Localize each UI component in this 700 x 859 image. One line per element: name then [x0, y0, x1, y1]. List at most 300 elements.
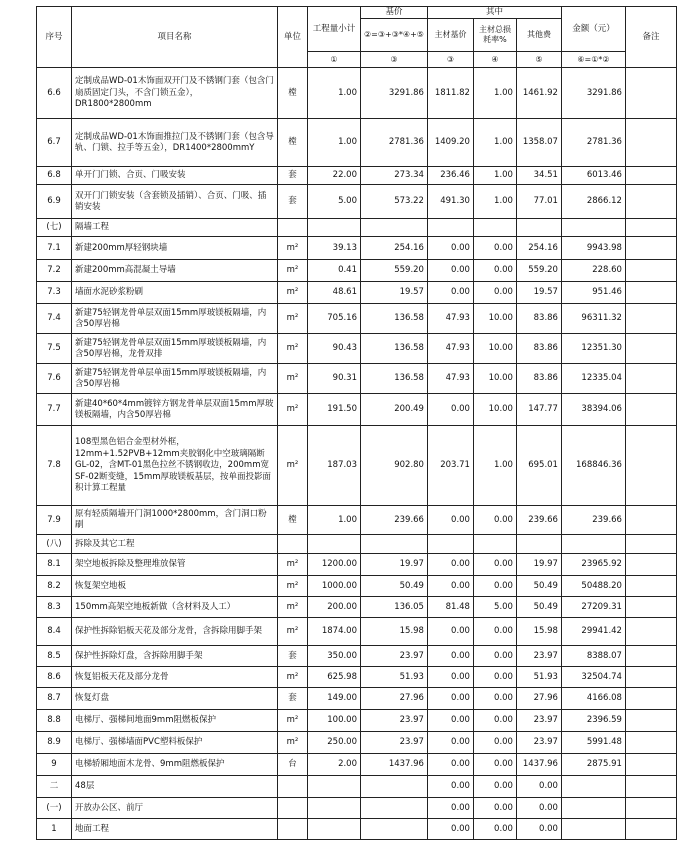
row-unit: m²	[278, 304, 308, 334]
row-amount: 2866.12	[561, 185, 625, 219]
row-seq: 7.2	[37, 260, 72, 282]
table-row	[37, 667, 677, 688]
row-main-material-loss: 0.00	[473, 260, 516, 282]
row-seq: 7.4	[37, 304, 72, 334]
row-base-price: 51.93	[361, 667, 428, 688]
row-main-material-price: 0.00	[427, 576, 473, 597]
row-unit: m²	[278, 282, 308, 304]
row-main-material-price: 0.00	[427, 688, 473, 710]
row-item-name: 恢复铝板天花及部分龙骨	[72, 667, 278, 688]
row-base-price: 15.98	[361, 618, 428, 646]
row-amount: 12351.30	[561, 334, 625, 364]
row-main-material-loss: 0.00	[473, 237, 516, 260]
row-item-name: 定制成品WD-01木饰面推拉门及不锈钢门套（包含导轨、门锁、拉手等五金），DR1400*2800mmY	[72, 119, 278, 167]
row-remark	[625, 776, 676, 798]
row-quantity: 1.00	[308, 68, 361, 119]
row-seq: 8.7	[37, 688, 72, 710]
row-seq: 8.4	[37, 618, 72, 646]
table-row	[37, 618, 677, 646]
row-amount: 9943.98	[561, 237, 625, 260]
row-seq: 6.7	[37, 119, 72, 167]
row-other-fees: 50.49	[516, 597, 561, 618]
row-seq: 8.2	[37, 576, 72, 597]
row-quantity	[308, 535, 361, 554]
row-base-price	[361, 219, 428, 237]
row-quantity: 48.61	[308, 282, 361, 304]
row-base-price: 559.20	[361, 260, 428, 282]
row-base-price: 23.97	[361, 646, 428, 667]
row-unit: 套	[278, 646, 308, 667]
row-main-material-price: 0.00	[427, 646, 473, 667]
row-item-name: 地面工程	[72, 819, 278, 840]
row-remark	[625, 394, 676, 426]
row-item-name: 新建75轻钢龙骨单层单面15mm厚玻镁板隔墙，内含50厚岩棉	[72, 364, 278, 394]
table-row	[37, 282, 677, 304]
row-amount: 29941.42	[561, 618, 625, 646]
row-item-name: 电梯厅、强梯间地面9mm阻燃板保护	[72, 710, 278, 732]
row-main-material-loss: 0.00	[473, 667, 516, 688]
row-base-price: 1437.96	[361, 754, 428, 776]
row-quantity: 350.00	[308, 646, 361, 667]
row-seq: 7.7	[37, 394, 72, 426]
row-quantity: 625.98	[308, 667, 361, 688]
row-main-material-price: 1409.20	[427, 119, 473, 167]
row-item-name: 新建75轻钢龙骨单层双面15mm厚玻镁板隔墙，内含50厚岩棉	[72, 304, 278, 334]
row-item-name: 双开门门锁安装（含套锁及插销）、合页、门吸、插销安装	[72, 185, 278, 219]
row-unit	[278, 535, 308, 554]
row-remark	[625, 646, 676, 667]
row-main-material-loss: 0.00	[473, 282, 516, 304]
row-main-material-loss: 0.00	[473, 576, 516, 597]
row-base-price: 3291.86	[361, 68, 428, 119]
row-remark	[625, 260, 676, 282]
row-main-material-price: 0.00	[427, 237, 473, 260]
row-main-material-price: 0.00	[427, 394, 473, 426]
row-other-fees: 51.93	[516, 667, 561, 688]
row-amount	[561, 535, 625, 554]
row-amount: 3291.86	[561, 68, 625, 119]
row-remark	[625, 819, 676, 840]
row-item-name: 架空地板拆除及整理堆放保管	[72, 554, 278, 576]
row-item-name: 原有轻质隔墙开门洞1000*2800mm，含门洞口粉刷	[72, 506, 278, 535]
row-seq: 1	[37, 819, 72, 840]
table-row	[37, 688, 677, 710]
row-main-material-loss: 1.00	[473, 426, 516, 506]
row-item-name: 隔墙工程	[72, 219, 278, 237]
row-other-fees: 15.98	[516, 618, 561, 646]
table-row	[37, 535, 677, 554]
row-unit: 樘	[278, 506, 308, 535]
row-main-material-price	[427, 535, 473, 554]
row-quantity: 187.03	[308, 426, 361, 506]
row-quantity: 90.31	[308, 364, 361, 394]
row-remark	[625, 710, 676, 732]
row-other-fees: 23.97	[516, 710, 561, 732]
row-other-fees: 254.16	[516, 237, 561, 260]
row-unit: m²	[278, 618, 308, 646]
row-remark	[625, 185, 676, 219]
row-item-name: 墙面水泥砂浆粉刷	[72, 282, 278, 304]
row-remark	[625, 426, 676, 506]
row-seq: 9	[37, 754, 72, 776]
row-unit: m²	[278, 732, 308, 754]
row-quantity: 1874.00	[308, 618, 361, 646]
row-quantity: 705.16	[308, 304, 361, 334]
row-remark	[625, 576, 676, 597]
row-base-price: 902.80	[361, 426, 428, 506]
row-remark	[625, 304, 676, 334]
row-other-fees: 23.97	[516, 732, 561, 754]
row-amount	[561, 819, 625, 840]
row-seq: 7.8	[37, 426, 72, 506]
row-base-price: 239.66	[361, 506, 428, 535]
row-base-price	[361, 798, 428, 819]
row-remark	[625, 334, 676, 364]
row-main-material-loss: 10.00	[473, 334, 516, 364]
table-row	[37, 68, 677, 119]
row-main-material-loss: 0.00	[473, 776, 516, 798]
row-unit: m²	[278, 260, 308, 282]
row-remark	[625, 732, 676, 754]
row-remark	[625, 688, 676, 710]
row-item-name: 开放办公区、前厅	[72, 798, 278, 819]
row-amount: 2396.59	[561, 710, 625, 732]
row-main-material-loss: 1.00	[473, 119, 516, 167]
row-unit: m²	[278, 364, 308, 394]
row-other-fees: 0.00	[516, 819, 561, 840]
row-quantity: 22.00	[308, 167, 361, 185]
row-main-material-loss: 0.00	[473, 618, 516, 646]
row-base-price: 19.97	[361, 554, 428, 576]
row-main-material-price: 47.93	[427, 364, 473, 394]
row-main-material-price: 0.00	[427, 754, 473, 776]
row-unit: 套	[278, 688, 308, 710]
row-unit: m²	[278, 237, 308, 260]
header-unit: 单位	[278, 7, 308, 68]
table-row	[37, 576, 677, 597]
row-main-material-price: 0.00	[427, 732, 473, 754]
row-main-material-loss: 10.00	[473, 364, 516, 394]
row-main-material-price: 0.00	[427, 282, 473, 304]
row-amount: 5991.48	[561, 732, 625, 754]
row-other-fees: 1358.07	[516, 119, 561, 167]
row-quantity	[308, 776, 361, 798]
row-seq: 7.3	[37, 282, 72, 304]
row-other-fees	[516, 219, 561, 237]
row-item-name: 新建75轻钢龙骨单层双面15mm厚玻镁板隔墙，内含50厚岩棉，龙骨双排	[72, 334, 278, 364]
row-main-material-price: 81.48	[427, 597, 473, 618]
row-other-fees: 50.49	[516, 576, 561, 597]
row-main-material-loss: 0.00	[473, 754, 516, 776]
row-unit: 套	[278, 185, 308, 219]
row-main-material-loss: 10.00	[473, 304, 516, 334]
table-row	[37, 597, 677, 618]
row-other-fees: 0.00	[516, 798, 561, 819]
row-main-material-loss: 0.00	[473, 554, 516, 576]
row-amount	[561, 776, 625, 798]
row-seq: (八)	[37, 535, 72, 554]
row-main-material-loss: 1.00	[473, 167, 516, 185]
row-remark	[625, 667, 676, 688]
row-base-price: 27.96	[361, 688, 428, 710]
row-quantity: 1000.00	[308, 576, 361, 597]
table-row	[37, 710, 677, 732]
row-main-material-price: 0.00	[427, 506, 473, 535]
row-item-name: 108型黑色铝合金型材外框，12mm+1.52PVB+12mm夹胶钢化中空玻璃隔断GL-02，含MT-01黑色拉丝不锈钢收边，200mm宽SF-02断变缝，15mm厚玻镁板基层，按单面投影面积计算工程量	[72, 426, 278, 506]
row-unit: m²	[278, 394, 308, 426]
row-item-name: 恢复架空地板	[72, 576, 278, 597]
table-row	[37, 119, 677, 167]
row-base-price: 254.16	[361, 237, 428, 260]
row-main-material-price: 203.71	[427, 426, 473, 506]
row-quantity	[308, 819, 361, 840]
row-main-material-price: 0.00	[427, 260, 473, 282]
row-item-name: 新建40*60*4mm镀锌方钢龙骨单层双面15mm厚玻镁板隔墙，内含50厚岩棉	[72, 394, 278, 426]
row-base-price	[361, 819, 428, 840]
row-main-material-price: 0.00	[427, 798, 473, 819]
header-quantity-symbol: ①	[308, 52, 361, 68]
row-remark	[625, 754, 676, 776]
row-seq: 7.6	[37, 364, 72, 394]
table-row	[37, 554, 677, 576]
row-unit: 樘	[278, 119, 308, 167]
row-other-fees: 83.86	[516, 334, 561, 364]
row-amount: 32504.74	[561, 667, 625, 688]
row-quantity: 1.00	[308, 506, 361, 535]
row-remark	[625, 618, 676, 646]
row-remark	[625, 554, 676, 576]
row-base-price: 50.49	[361, 576, 428, 597]
row-other-fees: 239.66	[516, 506, 561, 535]
row-main-material-price: 491.30	[427, 185, 473, 219]
row-unit	[278, 819, 308, 840]
row-other-fees	[516, 535, 561, 554]
row-amount: 6013.46	[561, 167, 625, 185]
row-main-material-loss: 1.00	[473, 68, 516, 119]
row-seq: (七)	[37, 219, 72, 237]
row-unit: m²	[278, 667, 308, 688]
row-main-material-loss: 0.00	[473, 688, 516, 710]
row-main-material-price: 0.00	[427, 667, 473, 688]
row-other-fees: 0.00	[516, 776, 561, 798]
row-main-material-loss: 0.00	[473, 710, 516, 732]
header-other-fees: 其他费	[516, 19, 561, 52]
table-body	[37, 68, 677, 840]
row-item-name: 保护性拆除灯盘，含拆除用脚手架	[72, 646, 278, 667]
row-item-name: 恢复灯盘	[72, 688, 278, 710]
row-unit	[278, 798, 308, 819]
table-row	[37, 394, 677, 426]
row-quantity: 1.00	[308, 119, 361, 167]
table-row	[37, 364, 677, 394]
row-other-fees: 23.97	[516, 646, 561, 667]
row-quantity: 200.00	[308, 597, 361, 618]
header-base-price-formula: ②=③+③*④+⑤	[361, 19, 428, 52]
row-remark	[625, 167, 676, 185]
row-remark	[625, 506, 676, 535]
table-row	[37, 334, 677, 364]
row-other-fees: 695.01	[516, 426, 561, 506]
row-quantity: 0.41	[308, 260, 361, 282]
row-quantity: 250.00	[308, 732, 361, 754]
row-unit: m²	[278, 426, 308, 506]
row-unit: 台	[278, 754, 308, 776]
row-amount: 239.66	[561, 506, 625, 535]
row-seq: 8.6	[37, 667, 72, 688]
row-remark	[625, 237, 676, 260]
row-item-name: 拆除及其它工程	[72, 535, 278, 554]
row-item-name: 单开门门锁、合页、门吸安装	[72, 167, 278, 185]
table-row	[37, 819, 677, 840]
row-seq: 8.5	[37, 646, 72, 667]
row-base-price: 136.05	[361, 597, 428, 618]
row-main-material-price: 0.00	[427, 710, 473, 732]
row-seq: 8.8	[37, 710, 72, 732]
row-main-material-loss	[473, 219, 516, 237]
row-item-name: 新建200mm高混凝土导墙	[72, 260, 278, 282]
row-other-fees: 83.86	[516, 364, 561, 394]
row-quantity: 191.50	[308, 394, 361, 426]
row-main-material-loss: 0.00	[473, 646, 516, 667]
row-unit: 套	[278, 167, 308, 185]
row-item-name: 保护性拆除铝板天花及部分龙骨，含拆除用脚手架	[72, 618, 278, 646]
table-row	[37, 237, 677, 260]
row-item-name: 新建200mm厚轻钢块墙	[72, 237, 278, 260]
row-seq: 6.8	[37, 167, 72, 185]
header-quantity: 工程量小计	[308, 7, 361, 52]
row-seq: (一)	[37, 798, 72, 819]
row-other-fees: 147.77	[516, 394, 561, 426]
row-remark	[625, 282, 676, 304]
table-row	[37, 776, 677, 798]
row-seq: 8.1	[37, 554, 72, 576]
row-unit: m²	[278, 334, 308, 364]
row-amount: 12335.04	[561, 364, 625, 394]
row-other-fees: 559.20	[516, 260, 561, 282]
table-row	[37, 167, 677, 185]
row-amount: 23965.92	[561, 554, 625, 576]
header-seq: 序号	[37, 7, 72, 68]
row-main-material-loss: 0.00	[473, 819, 516, 840]
row-main-material-loss: 10.00	[473, 394, 516, 426]
row-seq: 8.3	[37, 597, 72, 618]
row-main-material-loss: 0.00	[473, 732, 516, 754]
header-main-material-loss-symbol: ④	[473, 52, 516, 68]
row-seq: 二	[37, 776, 72, 798]
header-base-price-symbol: ③	[361, 52, 428, 68]
row-unit: m²	[278, 597, 308, 618]
row-amount: 50488.20	[561, 576, 625, 597]
header-main-material-price-symbol: ③	[427, 52, 473, 68]
row-seq: 7.5	[37, 334, 72, 364]
table-row	[37, 304, 677, 334]
row-amount: 38394.06	[561, 394, 625, 426]
row-other-fees: 1461.92	[516, 68, 561, 119]
header-remarks: 备注	[625, 7, 676, 68]
row-other-fees: 19.97	[516, 554, 561, 576]
row-remark	[625, 119, 676, 167]
header-amount-formula: ⑥=①*②	[561, 52, 625, 68]
row-quantity	[308, 219, 361, 237]
table-row	[37, 426, 677, 506]
row-other-fees: 19.57	[516, 282, 561, 304]
row-base-price: 200.49	[361, 394, 428, 426]
row-main-material-price: 0.00	[427, 776, 473, 798]
header-main-material-price: 主材基价	[427, 19, 473, 52]
row-base-price: 23.97	[361, 732, 428, 754]
table-row	[37, 260, 677, 282]
row-remark	[625, 597, 676, 618]
header-amount: 金额（元）	[561, 7, 625, 52]
row-quantity: 149.00	[308, 688, 361, 710]
row-base-price: 136.58	[361, 364, 428, 394]
row-base-price: 19.57	[361, 282, 428, 304]
row-item-name: 150mm高架空地板新做（含材料及人工）	[72, 597, 278, 618]
row-amount: 2781.36	[561, 119, 625, 167]
row-main-material-price: 236.46	[427, 167, 473, 185]
row-other-fees: 1437.96	[516, 754, 561, 776]
header-of-which: 其中	[427, 7, 561, 19]
table-row	[37, 798, 677, 819]
row-amount: 228.60	[561, 260, 625, 282]
row-amount	[561, 219, 625, 237]
row-main-material-price: 47.93	[427, 304, 473, 334]
row-amount: 96311.32	[561, 304, 625, 334]
row-unit: m²	[278, 554, 308, 576]
row-unit	[278, 776, 308, 798]
row-main-material-loss: 5.00	[473, 597, 516, 618]
row-quantity: 100.00	[308, 710, 361, 732]
header-main-material-loss: 主材总损耗率%	[473, 19, 516, 52]
row-other-fees: 83.86	[516, 304, 561, 334]
row-amount: 27209.31	[561, 597, 625, 618]
row-main-material-price: 0.00	[427, 819, 473, 840]
table-row	[37, 754, 677, 776]
row-base-price: 136.58	[361, 304, 428, 334]
row-base-price: 136.58	[361, 334, 428, 364]
table-row	[37, 646, 677, 667]
row-seq: 6.6	[37, 68, 72, 119]
row-item-name: 定制成品WD-01木饰面双开门及不锈钢门套（包含门扇质固定门头，不含门锁五金），DR1800*2800mm	[72, 68, 278, 119]
row-remark	[625, 798, 676, 819]
row-seq: 8.9	[37, 732, 72, 754]
header-base-price: 基价	[361, 7, 428, 19]
row-main-material-loss	[473, 535, 516, 554]
row-main-material-price: 0.00	[427, 554, 473, 576]
row-item-name: 电梯厅、强梯墙面PVC塑料板保护	[72, 732, 278, 754]
row-seq: 6.9	[37, 185, 72, 219]
row-remark	[625, 364, 676, 394]
row-amount: 168846.36	[561, 426, 625, 506]
table-row	[37, 732, 677, 754]
row-other-fees: 77.01	[516, 185, 561, 219]
row-unit: m²	[278, 710, 308, 732]
row-quantity: 5.00	[308, 185, 361, 219]
row-unit	[278, 219, 308, 237]
header-item-name: 项目名称	[72, 7, 278, 68]
row-main-material-loss: 1.00	[473, 185, 516, 219]
row-base-price	[361, 535, 428, 554]
table-row	[37, 219, 677, 237]
row-amount: 4166.08	[561, 688, 625, 710]
row-main-material-loss: 0.00	[473, 506, 516, 535]
row-base-price	[361, 776, 428, 798]
row-other-fees: 27.96	[516, 688, 561, 710]
row-quantity: 2.00	[308, 754, 361, 776]
row-base-price: 2781.36	[361, 119, 428, 167]
table-row	[37, 506, 677, 535]
row-item-name: 电梯轿厢地面木龙骨、9mm阻燃板保护	[72, 754, 278, 776]
